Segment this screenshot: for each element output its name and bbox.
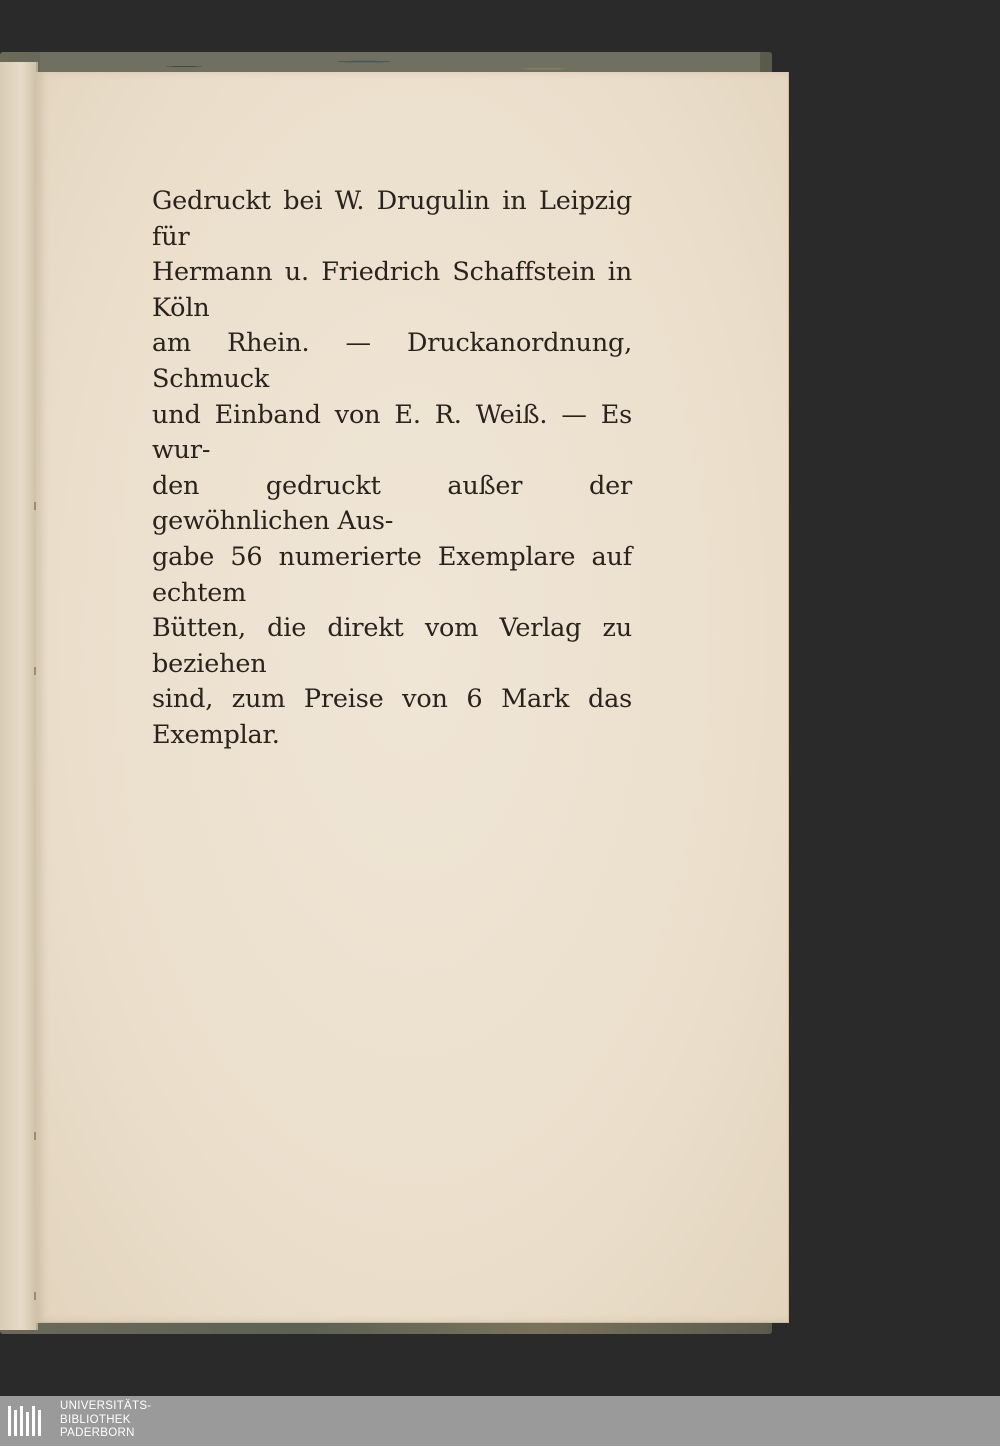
colophon-line: Hermann u. Friedrich Schaffstein in Köln: [152, 257, 632, 323]
library-name: [60, 1400, 151, 1441]
library-name-line: PADERBORN: [60, 1427, 135, 1439]
right-page: [36, 72, 789, 1323]
colophon-text: [152, 184, 632, 754]
colophon-line: Bütten, die direkt vom Verlag zu beziehen: [152, 613, 632, 679]
colophon-line: den gedruckt außer der gewöhnlichen Aus-: [152, 470, 632, 537]
library-name-line: BIBLIOTHEK: [60, 1413, 131, 1426]
colophon-line: sind, zum Preise von 6 Mark das Exemplar.: [152, 684, 632, 750]
left-page-edge: [0, 62, 38, 1330]
colophon-line: und Einband von E. R. Weiß. — Es wur-: [152, 399, 632, 466]
colophon-line: am Rhein. — Druckanordnung, Schmuck: [152, 328, 632, 394]
colophon-line: Gedruckt bei W. Drugulin in Leipzig für: [152, 186, 632, 252]
university-library-logo-icon: [6, 1402, 46, 1440]
footer-bar: [0, 1396, 1000, 1446]
library-name-line: UNIVERSITÄTS-: [60, 1400, 152, 1412]
colophon-line: gabe 56 numerierte Exemplare auf echtem: [152, 541, 632, 608]
